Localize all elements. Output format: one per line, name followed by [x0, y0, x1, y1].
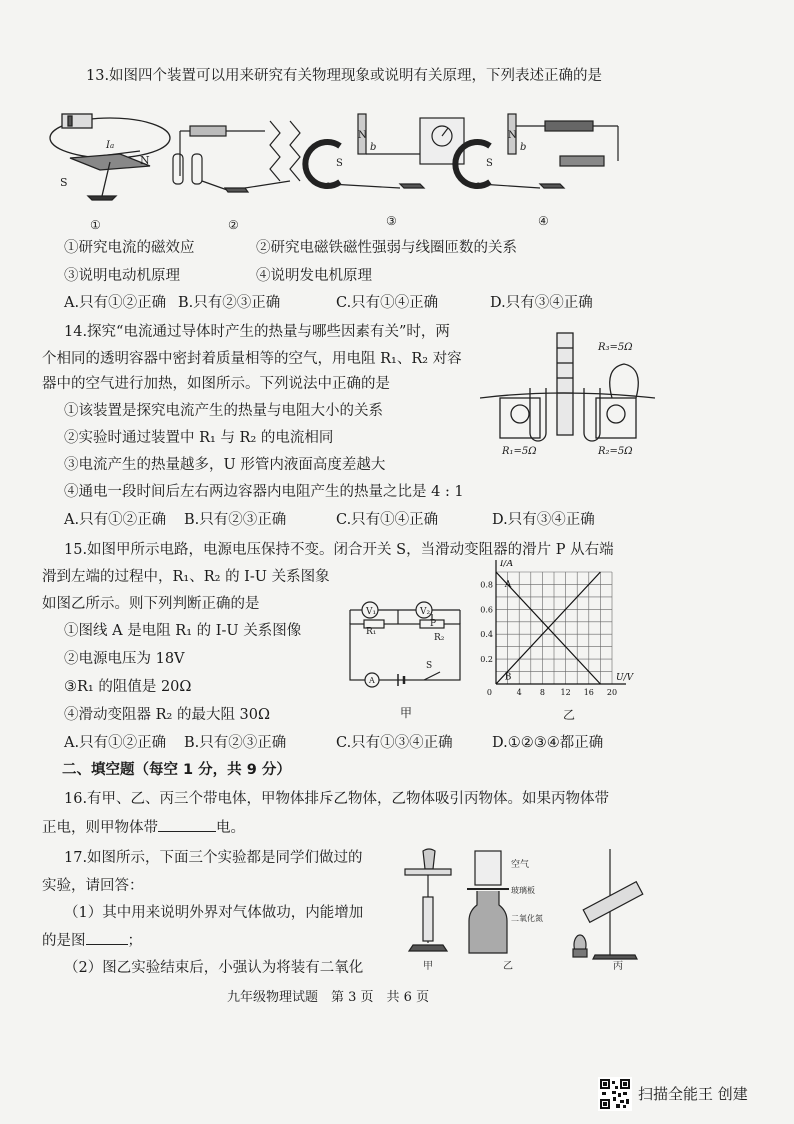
motor-apparatus-icon: [455, 114, 618, 188]
line-b-label: B: [504, 672, 512, 683]
svg-text:N: N: [508, 130, 517, 141]
x-tick-label: 4: [516, 688, 522, 697]
r1-label: R₁=5Ω: [502, 446, 537, 457]
q15-statement-4: ④滑动变阻器 R₂ 的最大阻 30Ω: [64, 707, 271, 723]
air-label: 空气: [511, 860, 530, 870]
q15-statement-2: ②电源电压为 18V: [64, 651, 185, 667]
q14-statement-3: ③电流产生的热量越多，U 形管内液面高度差越大: [64, 457, 386, 473]
q17-line-5: （2）图乙实验结束后，小强认为将装有二氧化: [64, 960, 364, 976]
q15-stem-3: 如图乙所示。则下列判断正确的是: [42, 596, 260, 612]
q14-statement-4: ④通电一段时间后左右两边容器内电阻产生的热量之比是 4 : 1: [64, 484, 464, 500]
q15-stem-1: 15.如图甲所示电路，电源电压保持不变。闭合开关 S，当滑动变阻器的滑片 P 从右端: [64, 542, 614, 558]
x-tick-label: 8: [539, 688, 545, 697]
q15-iu-graph: [468, 560, 638, 702]
q13-statement-4: ④说明发电机原理: [256, 268, 372, 284]
q15-option-c: C.只有①③④正确: [336, 735, 453, 751]
r3-label: R₃=5Ω: [598, 342, 633, 353]
q13-fig2-label: ②: [228, 218, 239, 232]
q13-option-b: B.只有②③正确: [178, 295, 281, 311]
q13-figures: [40, 96, 640, 236]
q14-option-b: B.只有②③正确: [184, 512, 287, 528]
q15-statement-1: ①图线 A 是电阻 R₁ 的 I-U 关系图像: [64, 623, 302, 639]
no2-label: 二氧化氮: [511, 914, 543, 923]
q15-stem-2: 滑到左端的过程中，R₁、R₂ 的 I-U 关系图象: [42, 569, 330, 585]
q17-line-2: 实验，请回答：: [42, 878, 144, 894]
q17-line-1: 17.如图所示，下面三个实验都是同学们做过的: [64, 850, 363, 866]
q16-answer-blank[interactable]: [158, 817, 216, 832]
x-tick-label: 16: [583, 688, 594, 697]
fig-yi-label: 乙: [503, 961, 513, 970]
q13-option-d: D.只有③④正确: [490, 295, 593, 311]
y-tick-label: 0.8: [480, 580, 493, 590]
q15-circuit-caption: 甲: [400, 706, 413, 720]
svg-text:b: b: [520, 142, 527, 153]
switch-label: S: [426, 661, 433, 671]
svg-text:a: a: [324, 180, 330, 191]
y-axis-label: I/A: [500, 560, 514, 569]
x-tick-label: 20: [606, 688, 618, 697]
q14-statement-2: ②实验时通过装置中 R₁ 与 R₂ 的电流相同: [64, 430, 334, 446]
electromagnet-apparatus-icon: [173, 121, 300, 192]
q13-fig4-label: ④: [538, 214, 549, 228]
q14-option-d: D.只有③④正确: [492, 512, 595, 528]
q13-stem: 13.如图四个装置可以用来研究有关物理现象或说明有关原理，下列表述正确的是: [86, 68, 603, 84]
line-a-label: A: [504, 579, 512, 590]
scanner-watermark: 扫描全能王 创建: [638, 1085, 748, 1103]
q17-experiments-figure: [395, 845, 665, 970]
q17-line-4-post: ；: [127, 933, 142, 949]
q14-stem-1: 14.探究“电流通过导体时产生的热量与哪些因素有关”时，两: [64, 324, 450, 340]
r2-label: R₂: [434, 633, 445, 643]
svg-text:S: S: [336, 158, 343, 169]
q14-heating-apparatus: [480, 328, 655, 463]
svg-text:S: S: [60, 176, 68, 189]
q15-graph-caption: 乙: [563, 708, 576, 722]
section-2-heading: 二、填空题（每空 1 分，共 9 分）: [62, 762, 291, 778]
q14-stem-3: 器中的空气进行加热，如图所示。下列说法中正确的是: [42, 376, 390, 392]
q13-option-a: A.只有①②正确: [64, 295, 167, 311]
q16-line-2: [42, 817, 245, 838]
q13-fig1-label: ①: [90, 218, 101, 232]
svg-text:N: N: [358, 130, 367, 141]
v2-label: V₂: [420, 607, 431, 617]
q15-option-a: A.只有①②正确: [64, 735, 167, 751]
y-tick-label: 0.2: [480, 655, 493, 665]
svg-text:N: N: [140, 154, 150, 167]
q14-statement-1: ①该装置是探究电流产生的热量与电阻大小的关系: [64, 403, 383, 419]
q17-line-4: [42, 930, 142, 951]
q13-option-c: C.只有①④正确: [336, 295, 439, 311]
q16-line-2-pre: 正电，则甲物体带: [42, 820, 158, 836]
origin-label: 0: [486, 688, 492, 697]
q14-stem-2: 个相同的透明容器中密封着质量相等的空气，用电阻 R₁、R₂ 对容: [42, 351, 462, 367]
qr-code-icon: [598, 1077, 632, 1111]
q15-circuit-diagram: [340, 596, 470, 696]
svg-text:Ia: Ia: [106, 140, 115, 151]
q14-option-a: A.只有①②正确: [64, 512, 167, 528]
q17-answer-blank[interactable]: [86, 930, 128, 945]
q17-line-3: （1）其中用来说明外界对气体做功，内能增加: [64, 905, 364, 921]
q13-statement-2: ②研究电磁铁磁性强弱与线圈匝数的关系: [256, 240, 517, 256]
v1-label: V₁: [366, 607, 377, 617]
glass-plate-label: 玻璃板: [511, 886, 535, 895]
ammeter-label: A: [369, 676, 375, 685]
page-footer: 九年级物理试题 第 3 页 共 6 页: [227, 990, 430, 1005]
q15-option-b: B.只有②③正确: [184, 735, 287, 751]
generator-apparatus-icon: [305, 114, 464, 188]
svg-text:a: a: [474, 180, 480, 191]
svg-text:S: S: [486, 158, 493, 169]
p-label: P: [430, 619, 437, 629]
r2-label: R₂=5Ω: [598, 446, 633, 457]
q16-line-2-post: 电。: [216, 820, 245, 836]
q14-option-c: C.只有①④正确: [336, 512, 439, 528]
q13-statement-1: ①研究电流的磁效应: [64, 240, 195, 256]
fig-bing-label: 丙: [613, 961, 623, 970]
q15-statement-3: ③R₁ 的阻值是 20Ω: [64, 679, 192, 695]
q13-fig3-label: ③: [386, 214, 397, 228]
svg-text:b: b: [370, 142, 377, 153]
q13-statement-3: ③说明电动机原理: [64, 268, 180, 284]
q16-line-1: 16.有甲、乙、丙三个带电体，甲物体排斥乙物体，乙物体吸引丙物体。如果丙物体带: [64, 791, 610, 807]
x-axis-label: U/V: [616, 673, 634, 683]
y-tick-label: 0.6: [480, 605, 493, 615]
oersted-apparatus-icon: [50, 114, 170, 200]
q15-option-d: D.①②③④都正确: [492, 735, 604, 751]
x-tick-label: 12: [560, 688, 571, 697]
y-tick-label: 0.4: [480, 630, 493, 640]
r1-label: R₁: [366, 627, 377, 637]
q17-line-4-pre: 的是图: [42, 933, 86, 949]
fig-jia-label: 甲: [423, 961, 433, 970]
